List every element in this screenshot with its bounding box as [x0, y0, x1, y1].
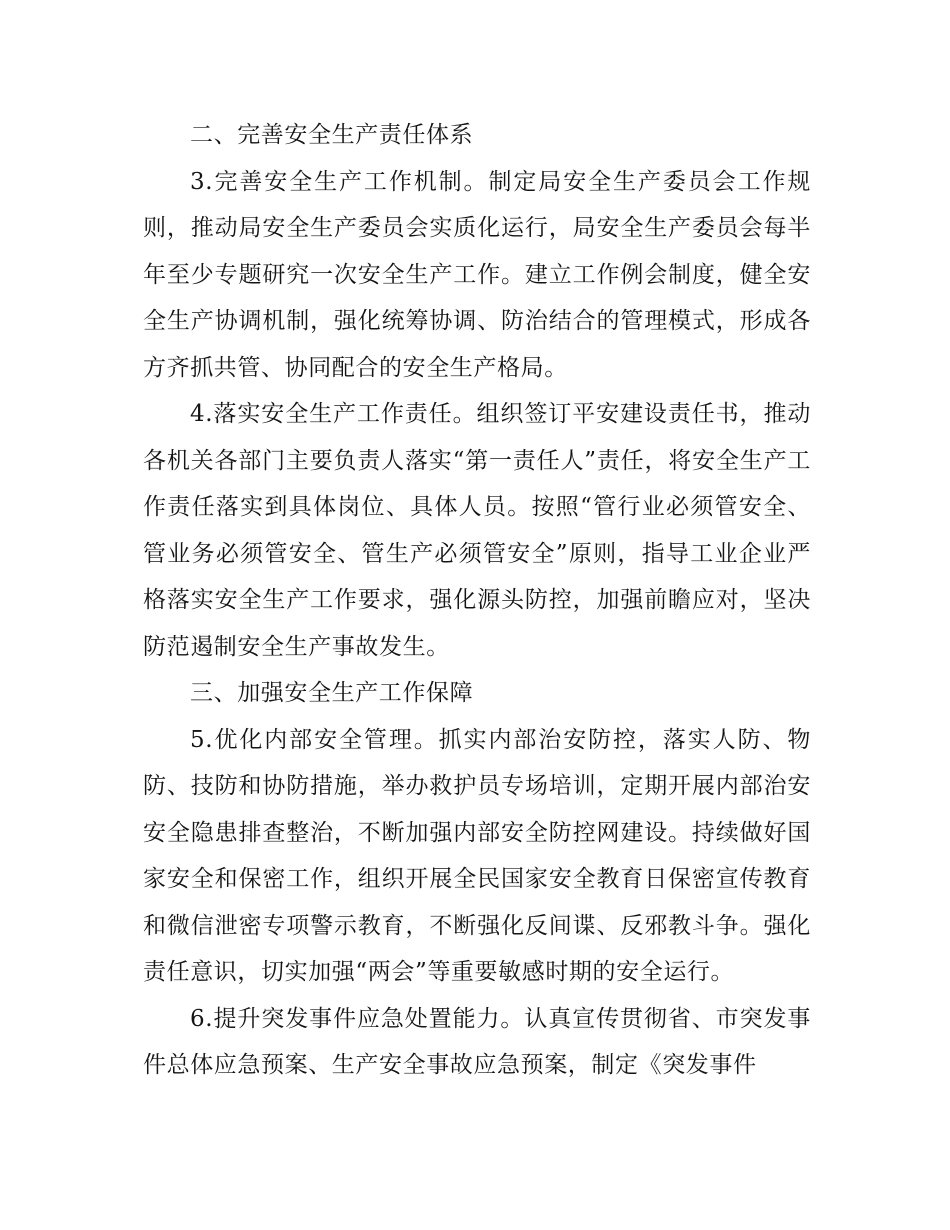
- document-body: [143, 112, 811, 1089]
- paragraph-item-3: 3.完善安全生产工作机制。制定局安全生产委员会工作规则，推动局安全生产委员会实质化运行，局安全生产委员会每半年至少专题研究一次安全生产工作。建立工作例会制度，健全安全生产协调机制，强化统筹协调、防治结合的管理模式，形成各方齐抓共管、协同配合的安全生产格局。: [143, 168, 811, 381]
- paragraph-item-5: 5.优化内部安全管理。抓实内部治安防控，落实人防、物防、技防和协防措施，举办救护员专场培训，定期开展内部治安安全隐患排查整治，不断加强内部安全防控网建设。持续做好国家安全和保密工作，组织开展全民国家安全教育日保密宣传教育和微信泄密专项警示教育，不断强化反间谍、反邪教斗争。强化责任意识，切实加强“两会”等重要敏感时期的安全运行。: [143, 726, 811, 985]
- paragraph-item-4: 4.落实安全生产工作责任。组织签订平安建设责任书，推动各机关各部门主要负责人落实“第一责任人”责任，将安全生产工作责任落实到具体岗位、具体人员。按照“管行业必须管安全、管业务必须管安全、管生产必须管安全”原则，指导工业企业严格落实安全生产工作要求，强化源头防控，加强前瞻应对，坚决防范遏制安全生产事故发生。: [143, 401, 811, 660]
- section-heading-2: 二、完善安全生产责任体系: [190, 122, 474, 148]
- section-heading-3: 三、加强安全生产工作保障: [190, 680, 474, 706]
- paragraph-item-6: 6.提升突发事件应急处置能力。认真宣传贯彻省、市突发事件总体应急预案、生产安全事故应急预案，制定《突发事件: [143, 1005, 811, 1078]
